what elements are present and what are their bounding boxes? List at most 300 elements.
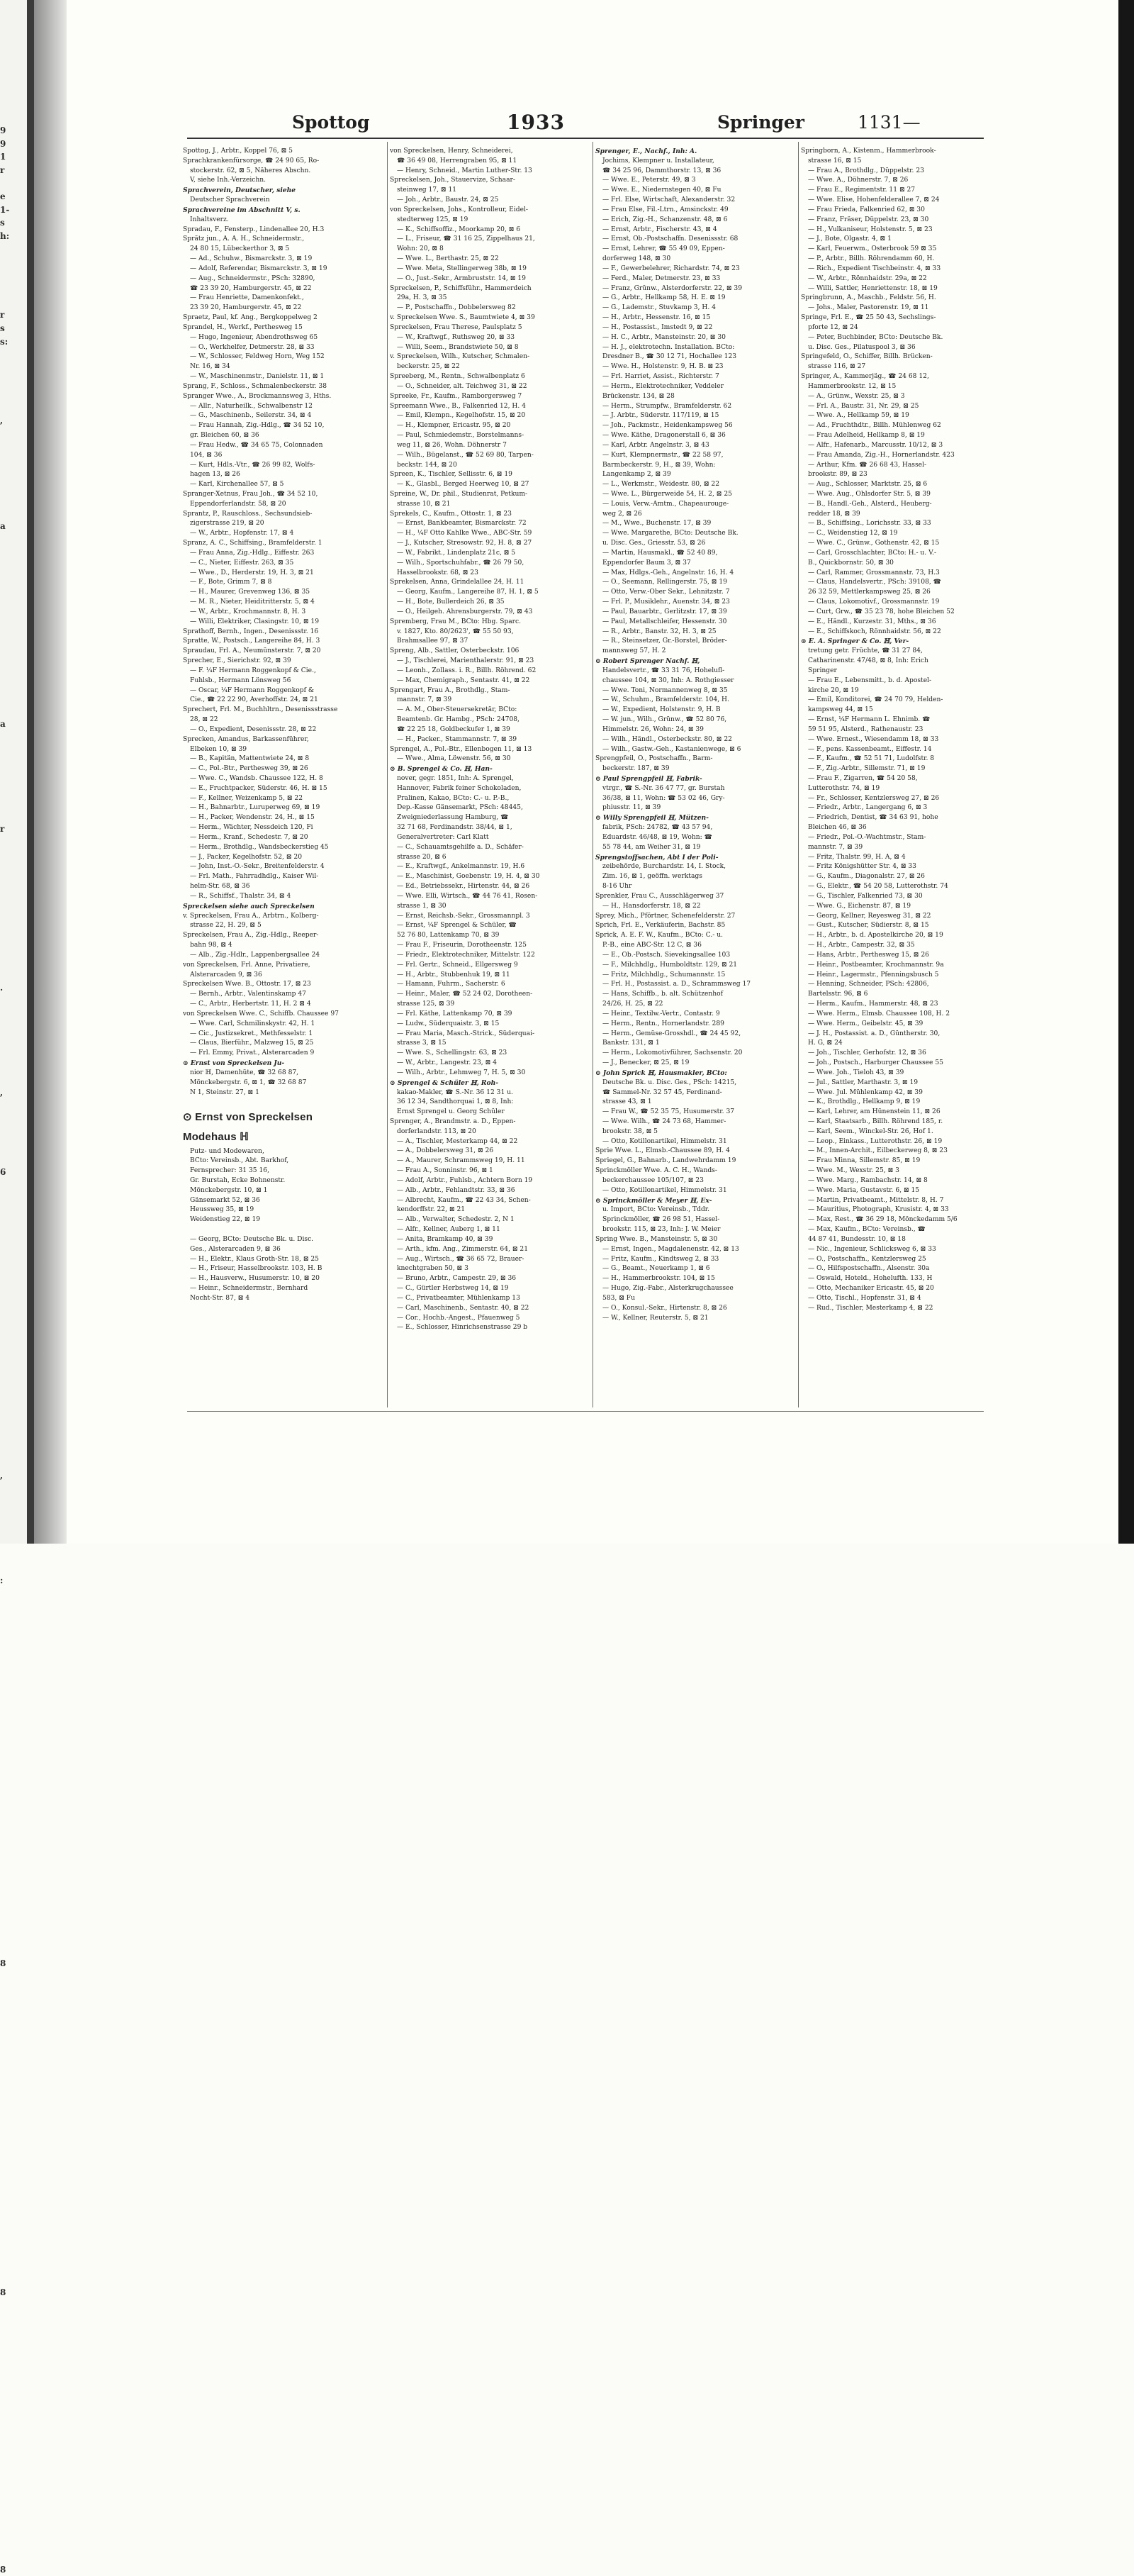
- directory-entry: — F., Gewerbelehrer, Richardstr. 74, ⊠ 23: [602, 264, 740, 272]
- directory-entry: — Cor., Hochb.-Angest., Pfauenweg 5: [397, 1314, 520, 1322]
- margin-fragment: [0, 954, 27, 968]
- directory-entry: Springefeld, O., Schiffer, Billh. Brücken-: [801, 353, 933, 361]
- margin-fragment: [0, 1020, 27, 1034]
- directory-entry: — Wilh., Bügelanst., ☎ 52 69 80, Tarpen-: [397, 451, 534, 459]
- directory-entry: — Gust., Kutscher, Südierstr. 8, ⊠ 15: [808, 922, 929, 930]
- margin-fragment: [0, 2260, 27, 2273]
- margin-fragment: [0, 1139, 27, 1153]
- margin-fragment: [0, 1364, 27, 1377]
- header-year: 1933: [507, 111, 565, 134]
- directory-entry: Cie., ☎ 22 22 90, Averhoffstr. 24, ⊠ 21: [190, 696, 318, 704]
- directory-entry: 59 51 95, Alsterd., Rathenaustr. 23: [808, 725, 924, 733]
- directory-entry: — Wwe. C., Grünw., Gothenstr. 42, ⊠ 15: [808, 540, 940, 547]
- directory-entry: — H., Postassist., Imstedt 9, ⊠ 22: [602, 323, 713, 331]
- footer-rule: [187, 1411, 984, 1412]
- directory-entry: — R., Arbtr., Banstr. 32, H. 3, ⊠ 25: [602, 628, 717, 635]
- directory-entry: — Wwe., D., Herderstr. 19, H. 3, ⊠ 21: [190, 569, 314, 576]
- directory-entry: — Rud., Tischler, Mesterkamp 4, ⊠ 22: [808, 1304, 933, 1312]
- directory-entry: Fuhlsb., Hermann Lönsweg 56: [190, 676, 291, 684]
- margin-fragment: [0, 428, 27, 441]
- directory-entry: Sprenkler, Frau C., Ausschlägerweg 37: [595, 892, 724, 900]
- directory-entry: Sprachvereine im Abschnitt V, s.: [183, 206, 301, 214]
- directory-entry: — Wwe. Käthe, Dragonerstall 6, ⊠ 36: [602, 432, 726, 440]
- margin-fragment: [0, 2023, 27, 2036]
- directory-entry: — Paul, Metallschleifer, Hessenstr. 30: [602, 618, 727, 625]
- margin-fragment: r: [0, 310, 5, 320]
- directory-entry: — O., Konsul.-Sekr., Hirtenstr. 8, ⊠ 26: [602, 1304, 727, 1312]
- directory-entry: — H. J., elektrotechn. Installation. BCto:: [602, 343, 735, 351]
- directory-entry: ⊙ B. Sprengel & Co. ℍ, Han-: [390, 765, 493, 774]
- directory-entry: steinweg 17, ⊠ 11: [397, 186, 457, 194]
- margin-fragment: [0, 1561, 27, 1575]
- directory-entry: — Alb., Arbtr., Fehlandtstr. 33, ⊠ 36: [397, 1186, 515, 1194]
- margin-fragment: [0, 2168, 27, 2181]
- directory-entry: ☎ 34 25 96, Dammthorstr. 13, ⊠ 36: [602, 167, 722, 174]
- directory-entry: H. G, ⊠ 24: [808, 1039, 843, 1047]
- directory-entry: — Fritz Königshütter Str. 4, ⊠ 33: [808, 863, 916, 871]
- directory-entry: Bankstr. 131, ⊠ 1: [602, 1039, 660, 1047]
- entries-column-1: [183, 147, 386, 1407]
- margin-fragment: [0, 836, 27, 849]
- directory-entry: — Frau Hannah, Zig.-Hdlg., ☎ 34 52 10,: [190, 422, 325, 430]
- directory-entry: von Spreckelsen, Henry, Schneiderei,: [390, 147, 513, 155]
- margin-fragment: [0, 1495, 27, 1509]
- directory-entry: Hasselbrookstr. 68, ⊠ 23: [397, 569, 478, 576]
- margin-fragment: [0, 1100, 27, 1113]
- directory-entry: — Frau Maria, Masch.-Strick., Süderquai-: [397, 1030, 535, 1037]
- margin-fragment: [0, 1917, 27, 1931]
- directory-entry: Springborn, A., Kistenm., Hammerbrook-: [801, 147, 936, 155]
- margin-fragment: [0, 2458, 27, 2471]
- directory-entry: strasse 43, ⊠ 1: [602, 1098, 652, 1106]
- directory-entry: Brückenstr. 134, ⊠ 28: [602, 392, 675, 400]
- directory-entry: Spreckelsen, Frau Therese, Paulsplatz 5: [390, 323, 522, 331]
- directory-entry: Sprengel, A., Pol.-Btr., Ellenbogen 11, ⊠ 13: [390, 745, 532, 753]
- directory-entry: — Ernst, Lehrer, ☎ 55 49 09, Eppen-: [602, 245, 725, 253]
- margin-fragment: [0, 2273, 27, 2287]
- directory-entry: — Wwe. A., Döhnerstr. 7, ⊠ 26: [808, 177, 909, 184]
- column-divider: [387, 142, 388, 1407]
- margin-fragment: [0, 494, 27, 507]
- directory-entry: 36/38, ⊠ 11, Wohn: ☎ 53 02 46, Gry-: [602, 794, 725, 802]
- margin-fragment: [0, 1416, 27, 1429]
- directory-entry: — Wwe. L., Bürgerweide 54, H. 2, ⊠ 25: [602, 490, 732, 498]
- margin-fragment: [0, 1337, 27, 1351]
- directory-entry: v. Spreckelsen Wwe. S., Baumtwiete 4, ⊠ 39: [390, 314, 535, 322]
- directory-entry: Spreeke, Fr., Kaufm., Ramborgersweg 7: [390, 392, 522, 400]
- directory-entry: — J. Arbtr., Süderstr. 117/119, ⊠ 15: [602, 412, 719, 420]
- directory-entry: — E., Schiffskoch, Rönnhaidstr. 56, ⊠ 22: [808, 628, 941, 635]
- directory-entry: — H., Hansdorferstr. 18, ⊠ 22: [602, 902, 701, 910]
- directory-entry: — Wwe. A., Hellkamp 59, ⊠ 19: [808, 412, 909, 420]
- directory-entry: Sprekelsen, Anna, Grindelallee 24, H. 11: [390, 579, 524, 586]
- directory-entry: Spradau, F., Fensterp., Lindenallee 20, H.3: [183, 225, 325, 233]
- margin-fragment: [0, 664, 27, 678]
- directory-entry: — Herm., Wächter, Nessdeich 120, Fi: [190, 824, 313, 832]
- page-number: 1131—: [858, 112, 921, 133]
- directory-entry: brookstr. 38, ⊠ 5: [602, 1127, 658, 1135]
- margin-fragment: .: [0, 982, 4, 993]
- directory-entry: — Ferd., Maler, Detmerstr. 23, ⊠ 33: [602, 274, 721, 282]
- directory-entry: dorferlandstr. 113, ⊠ 20: [397, 1127, 476, 1135]
- directory-entry: — Max, Hdlgs.-Geh., Angelnstr. 16, H. 4: [602, 569, 734, 576]
- directory-entry: — Wwe. Toni, Normannenweg 8, ⊠ 35: [602, 686, 728, 694]
- margin-fragment: h:: [0, 230, 10, 241]
- margin-fragment: [0, 704, 27, 718]
- margin-fragment: [0, 2339, 27, 2353]
- directory-entry: — H., Arbtr., b. d. Apostelkirche 20, ⊠ 19: [808, 932, 943, 939]
- directory-entry: — Wwe. Ernest., Wiesendamm 18, ⊠ 33: [808, 735, 939, 743]
- directory-entry: Spreemann Wwe., B., Falkenried 12, H. 4: [390, 402, 526, 410]
- directory-entry: — Herm., Brothdlg., Wandsbeckerstieg 45: [190, 843, 329, 851]
- margin-fragment: [0, 1970, 27, 1983]
- directory-entry: Brahmsallee 97, ⊠ 37: [397, 637, 468, 645]
- directory-entry: — O., Schneider, alt. Teichweg 31, ⊠ 22: [397, 382, 527, 390]
- directory-entry: — Aug., Wirtsch., ☎ 36 65 72, Brauer-: [397, 1255, 524, 1263]
- directory-entry: Putz- und Modewaren,: [190, 1147, 264, 1155]
- directory-entry: — C., Weidenstieg 12, ⊠ 19: [808, 530, 898, 537]
- directory-entry: Mönckebergstr. 6, ⊠ 1, ☎ 32 68 87: [190, 1078, 307, 1086]
- directory-entry: — W., Expedient, Holstenstr. 9, H. B: [602, 706, 721, 714]
- margin-fragment: 8: [0, 1958, 6, 1968]
- directory-entry: Sprenger, E., Nachf., Inh: A.: [595, 147, 697, 155]
- margin-fragment: [0, 2299, 27, 2313]
- directory-entry: Sprätz jun., A. A. H., Schneidermstr.,: [183, 235, 305, 243]
- directory-entry: Gänsemarkt 52, ⊠ 36: [190, 1196, 260, 1204]
- directory-entry: — Friedr., Arbtr., Langergang 6, ⊠ 3: [808, 804, 928, 812]
- directory-entry: — C., Nieter, Eiffestr. 263, ⊠ 35: [190, 559, 294, 567]
- directory-entry: — Wwe. Elli, Wirtsch., ☎ 44 76 41, Rosen-: [397, 892, 538, 900]
- directory-entry: Eduardstr. 46/48, ⊠ 19, Wohn: ☎: [602, 833, 712, 841]
- directory-entry: — E., Ob.-Postsch. Sievekingsallee 103: [602, 951, 731, 959]
- directory-entry: — C., Gürtler Herbstweg 14, ⊠ 19: [397, 1285, 509, 1293]
- margin-fragment: [0, 269, 27, 283]
- directory-entry: Sprengpfeil, O., Postschaffn., Barm-: [595, 755, 713, 763]
- margin-fragment: [0, 2234, 27, 2247]
- directory-entry: — Frau Frieda, Falkenried 62, ⊠ 30: [808, 206, 925, 213]
- directory-entry: — Frau W., ☎ 52 35 75, Husumerstr. 37: [602, 1108, 735, 1116]
- directory-entry: ⊙ Paul Sprengpfeil ℍ, Fabrik-: [595, 775, 702, 783]
- margin-fragment: [0, 2445, 27, 2458]
- margin-fragment: s: [0, 323, 5, 333]
- margin-fragment: [0, 968, 27, 981]
- directory-entry: P.-B., eine ABC-Str. 12 C, ⊠ 36: [602, 942, 702, 949]
- directory-entry: — Curt, Grw., ☎ 35 23 78, hohe Bleichen 52: [808, 608, 955, 615]
- directory-entry: von Spreckelsen, Johs., Kontrolleur, Eidel-: [390, 206, 528, 213]
- margin-fragment: [0, 1482, 27, 1495]
- directory-entry: — Arthur, Kfm. ☎ 26 68 43, Hassel-: [808, 461, 927, 469]
- margin-fragment: [0, 388, 27, 401]
- directory-entry: — Ernst, Arbtr., Fischerstr. 43, ⊠ 4: [602, 225, 717, 233]
- directory-entry: — H., Bahnarbtr., Luruperweg 69, ⊠ 19: [190, 804, 320, 812]
- directory-entry: Hannover, Fabrik feiner Schokoladen,: [397, 784, 522, 792]
- directory-entry: weg 2, ⊠ 26: [602, 510, 642, 518]
- directory-entry: Himmelstr. 26, Wohn: 24, ⊠ 39: [602, 725, 704, 733]
- directory-entry: — H., ¼F Otto Kahlke Wwe., ABC-Str. 59: [397, 530, 532, 537]
- directory-entry: Spottog, J., Arbtr., Koppel 76, ⊠ 5: [183, 147, 293, 155]
- directory-entry: — Heinr., Postbeamter, Krochmannstr. 9a: [808, 961, 944, 969]
- directory-entry: — Wwe. G., Eichenstr. 87, ⊠ 19: [808, 902, 911, 910]
- directory-entry: — J., Kutscher, Stresowstr. 92, H. 8, ⊠ 27: [397, 540, 532, 547]
- margin-fragment: [0, 652, 27, 665]
- directory-entry: — Ernst, Ob.-Postschaffn. Desenissstr. 68: [602, 235, 739, 243]
- directory-entry: — O., Seemann, Rellingerstr. 75, ⊠ 19: [602, 579, 727, 586]
- directory-entry: — R., Steinsetzer, Gr.-Borstel, Bröder-: [602, 637, 727, 645]
- directory-entry: — J. H., Postassist. a. D., Güntherstr. 30,: [808, 1030, 941, 1037]
- margin-fragment: :: [0, 1576, 4, 1586]
- margin-fragment: [0, 1350, 27, 1364]
- margin-fragment: [0, 2418, 27, 2431]
- directory-entry: — Erich, Zig.-H., Schanzenstr. 48, ⊠ 6: [602, 216, 728, 223]
- directory-entry: — W., Schuhm., Bramfelderstr. 104, H.: [602, 696, 729, 704]
- directory-entry: — Leop., Einkass., Lutterothstr. 26, ⊠ 19: [808, 1137, 943, 1145]
- directory-entry: — A., Maurer, Schrammsweg 19, H. 11: [397, 1157, 525, 1165]
- directory-entry: — Fritz, Thalstr. 99, H. A, ⊠ 4: [808, 853, 906, 861]
- margin-fragment: [0, 506, 27, 520]
- margin-fragment: [0, 2484, 27, 2497]
- margin-fragment: [0, 810, 27, 823]
- margin-fragment: [0, 598, 27, 612]
- margin-fragment: [0, 559, 27, 573]
- directory-entry: — O., Postschaffn., Kentzlersweg 25: [808, 1255, 926, 1263]
- margin-fragment: 1-: [0, 204, 10, 215]
- margin-fragment: [0, 1508, 27, 1522]
- directory-entry: strasse 125, ⊠ 39: [397, 1000, 455, 1008]
- directory-entry: Weidenstieg 22, ⊠ 19: [190, 1216, 261, 1224]
- directory-entry: Ges., Alsterarcaden 9, ⊠ 36: [190, 1245, 281, 1253]
- directory-entry: — Frl. A., Baustr. 31, Nr. 29, ⊠ 25: [808, 402, 919, 410]
- directory-entry: 24/26, H. 25, ⊠ 22: [602, 1000, 663, 1008]
- directory-entry: — C., Arbtr., Herbertstr. 11, H. 2 ⊠ 4: [190, 1000, 311, 1008]
- margin-fragment: [0, 2154, 27, 2168]
- directory-entry: 26 32 59, Mettlerkampsweg 25, ⊠ 26: [808, 589, 931, 596]
- directory-entry: — Wwe. Meta, Stellingerweg 38b, ⊠ 19: [397, 264, 527, 272]
- directory-entry: beckerstr. 187, ⊠ 39: [602, 765, 670, 773]
- directory-entry: strasse 3, ⊠ 15: [397, 1039, 447, 1047]
- directory-entry: Sprandel, H., Werkf., Perthesweg 15: [183, 323, 303, 331]
- directory-entry: B., Quickbornstr. 50, ⊠ 30: [808, 559, 894, 567]
- directory-entry: kendorffstr. 22, ⊠ 21: [397, 1206, 466, 1214]
- margin-fragment: a: [0, 520, 6, 531]
- directory-entry: — Emil, Klempn., Kegelhofstr. 15, ⊠ 20: [397, 412, 526, 420]
- directory-entry: — Wwe. Joh., Tieloh 43, ⊠ 39: [808, 1069, 904, 1076]
- margin-fragment: [0, 1258, 27, 1271]
- margin-fragment: [0, 586, 27, 599]
- directory-entry: 55 78 44, am Weiher 31, ⊠ 19: [602, 843, 701, 851]
- directory-entry: Springer, A., Kammerjäg., ☎ 24 68 12,: [801, 373, 929, 381]
- margin-fragment: [0, 1746, 27, 1759]
- margin-fragment: [0, 2537, 27, 2550]
- directory-entry: — Joh., Postsch., Harburger Chaussee 55: [808, 1059, 943, 1067]
- directory-entry: — Karl, Kirchenallee 57, ⊠ 5: [190, 481, 284, 489]
- directory-entry: brookstr. 115, ⊠ 23, Inh: J. W. Meier: [602, 1226, 721, 1234]
- directory-entry: — J., Tischlerei, Marienthalerstr. 91, ⊠ 23: [397, 657, 534, 665]
- directory-entry: Spreckelsen Wwe. B., Ottostr. 17, ⊠ 23: [183, 981, 311, 988]
- directory-entry: Sprinckmöller Wwe. A. C. H., Wands-: [595, 1167, 717, 1175]
- directory-entry: — Ernst, Bankbeamter, Bismarckstr. 72: [397, 520, 527, 528]
- directory-entry: ☎ 23 39 20, Hamburgerstr. 45, ⊠ 22: [190, 284, 312, 292]
- margin-fragment: [0, 942, 27, 955]
- directory-entry: — Friedr., Elektrotechniker, Mittelstr. 122: [397, 951, 535, 959]
- directory-entry: — J., Bote, Olgastr. 4, ⊠ 1: [808, 235, 892, 243]
- directory-entry: — Alb., Verwalter, Schedestr. 2, N 1: [397, 1216, 515, 1224]
- margin-fragment: [0, 1732, 27, 1746]
- directory-entry: — Bruno, Arbtr., Campestr. 29, ⊠ 36: [397, 1275, 517, 1283]
- margin-fragment: [0, 2524, 27, 2537]
- margin-fragment: [0, 1218, 27, 1232]
- directory-entry: — Wilh., Händl., Osterbeckstr. 80, ⊠ 22: [602, 735, 732, 743]
- directory-entry: gr. Bleichen 60, ⊠ 36: [190, 432, 259, 440]
- margin-fragment: [0, 2075, 27, 2089]
- margin-fragment: [0, 691, 27, 705]
- directory-entry: ⊙ Ernst von Spreckelsen: [183, 1111, 313, 1124]
- directory-entry: Sprachverein, Deutscher, siehe: [183, 186, 296, 195]
- directory-entry: — Herm., Strumpfw., Bramfelderstr. 62: [602, 402, 732, 410]
- margin-fragment: [0, 1456, 27, 1469]
- margin-fragment: [0, 480, 27, 494]
- directory-entry: mannsweg 57, H. 2: [602, 647, 666, 655]
- directory-entry: — W., Kraftwgf., Ruthsweg 20, ⊠ 33: [397, 333, 515, 341]
- directory-entry: — Ad., Schuhw., Bismarckstr. 3, ⊠ 19: [190, 255, 313, 263]
- directory-entry: Spranger-Xetnus, Frau Joh., ☎ 34 52 10,: [183, 490, 318, 498]
- margin-fragment: [0, 928, 27, 942]
- directory-entry: — O., Heilgeh. Ahrensburgerstr. 79, ⊠ 43: [397, 608, 533, 615]
- directory-entry: — Bernh., Arbtr., Valentinskamp 47: [190, 991, 306, 998]
- directory-entry: kirche 20, ⊠ 19: [808, 686, 859, 694]
- directory-entry: — B., Schiffsing., Lorichsstr. 33, ⊠ 33: [808, 520, 931, 528]
- directory-entry: — Wwe. Carl, Schmilinskystr. 42, H. 1: [190, 1020, 315, 1027]
- directory-entry: strasse 22, H. 29, ⊠ 5: [190, 922, 262, 930]
- margin-fragment: [0, 1310, 27, 1324]
- directory-entry: 583, ⊠ Fu: [602, 1294, 635, 1302]
- directory-entry: dorferweg 148, ⊠ 30: [602, 255, 671, 263]
- directory-entry: — Aug., Schneidermstr., PSch: 32890,: [190, 274, 315, 282]
- margin-fragment: ,: [0, 1470, 4, 1481]
- margin-fragment: [0, 2049, 27, 2063]
- directory-entry: — Frl. Gertr., Schneid., Ellgersweg 9: [397, 961, 518, 969]
- directory-entry: — M., Wwe., Buchenstr. 17, ⊠ 39: [602, 520, 712, 528]
- margin-fragment: [0, 1376, 27, 1390]
- margin-fragment: [0, 1983, 27, 1997]
- directory-entry: — Ludw., Süderquaistr. 3, ⊠ 15: [397, 1020, 500, 1027]
- margin-fragment: [0, 454, 27, 467]
- directory-entry: u. Import, BCto: Vereinsb., Tddr.: [602, 1206, 710, 1214]
- margin-fragment: [0, 296, 27, 309]
- directory-entry: bahn 98, ⊠ 4: [190, 942, 232, 949]
- margin-fragment: [0, 1244, 27, 1258]
- directory-entry: — Frl. Harriet, Assist., Richterstr. 7: [602, 373, 719, 381]
- directory-entry: chaussee 104, ⊠ 30, Inh: A. Rothgiesser: [602, 676, 734, 684]
- directory-entry: — Otto, Kotillonartikel, Himmelstr. 31: [602, 1137, 727, 1145]
- directory-entry: — Albrecht, Kaufm., ☎ 22 43 34, Schen-: [397, 1196, 531, 1204]
- margin-fragment: [0, 1864, 27, 1878]
- directory-entry: weg 11, ⊠ 26, Wohn. Döhnerstr 7: [397, 441, 507, 449]
- directory-entry: — F., Kellner, Weizenkamp 5, ⊠ 22: [190, 794, 303, 802]
- margin-fragment: [0, 994, 27, 1008]
- margin-fragment: 9: [0, 138, 6, 149]
- margin-fragment: [0, 612, 27, 625]
- directory-entry: — Frl. Emmy, Privat., Alsterarcaden 9: [190, 1049, 315, 1057]
- directory-entry: — G., Kaufm., Diagonalstr. 27, ⊠ 26: [808, 873, 925, 881]
- directory-entry: — Adolf, Referendar, Bismarckstr. 3, ⊠ 19: [190, 264, 327, 272]
- directory-entry: — A., Grünw., Wexstr. 25, ⊠ 3: [808, 392, 905, 400]
- directory-entry: — P., Postschaffn., Dobbelersweg 82: [397, 304, 516, 312]
- directory-entry: — K., Schiffsoffiz., Moorkamp 20, ⊠ 6: [397, 225, 521, 233]
- directory-entry: v. Spreckelsen, Wilh., Kutscher, Schmalen-: [390, 353, 530, 361]
- margin-fragment: [0, 784, 27, 797]
- directory-entry: [183, 1098, 386, 1108]
- directory-entry: — Otto, Mechaniker Ericastr. 45, ⊠ 20: [808, 1285, 934, 1293]
- directory-entry: tretung getr. Früchte, ☎ 31 27 84,: [808, 647, 923, 655]
- directory-entry: Beamtenb. Gr. Hambg., PSch: 24708,: [397, 716, 520, 724]
- directory-entry: Modehaus ℍ: [183, 1130, 249, 1143]
- directory-entry: — H., Arbtr., Campestr. 32, ⊠ 35: [808, 942, 915, 949]
- margin-fragment: [0, 177, 27, 190]
- margin-fragment: [0, 902, 27, 915]
- margin-fragment: [0, 744, 27, 757]
- directory-entry: 24 80 15, Lübeckerthor 3, ⊠ 5: [190, 245, 290, 253]
- directory-entry: — E., Kraftwgf., Ankelmannstr. 19, H.6: [397, 863, 525, 871]
- margin-fragment: [0, 1192, 27, 1205]
- directory-entry: — Fritz, Milchhdlg., Schumannstr. 15: [602, 971, 726, 978]
- margin-fragment: [0, 770, 27, 784]
- directory-entry: — Ad., Fruchthdtr., Billh. Mühlenweg 62: [808, 422, 941, 430]
- directory-entry: — Karl, Staatsarb., Billh. Röhrend 185, r.: [808, 1117, 943, 1125]
- directory-entry: — Henry, Schneid., Martin Luther-Str. 13: [397, 167, 532, 174]
- directory-entry: — Wwe. H., Holstenstr. 9, H. B. ⊠ 23: [602, 363, 724, 371]
- directory-entry: Sprekels, C., Kaufm., Ottostr. 1, ⊠ 23: [390, 510, 512, 518]
- directory-entry: — Max, Chemigraph., Sentastr. 41, ⊠ 22: [397, 676, 530, 684]
- directory-entry: — M., Innen-Archit., Eilbeckerweg 8, ⊠ 23: [808, 1147, 948, 1155]
- directory-entry: stedterweg 125, ⊠ 19: [397, 216, 468, 223]
- directory-entry: — C., Pol.-Btr., Perthesweg 39, ⊠ 26: [190, 765, 308, 773]
- margin-fragment: [0, 1113, 27, 1127]
- directory-entry: — F., Milchhdlg., Humboldtstr. 129, ⊠ 21: [602, 961, 738, 969]
- directory-entry: Dresdner B., ☎ 30 12 71, Hochallee 123: [602, 353, 737, 361]
- directory-entry: — F., pens. Kassenbeamt., Eiffestr. 14: [808, 745, 932, 753]
- directory-entry: — Alb., Zig.-Hdlr., Lappenbergsallee 24: [190, 951, 320, 959]
- header-rule: [187, 138, 984, 139]
- directory-entry: — Wwe. Margarethe, BCto: Deutsche Bk.: [602, 530, 739, 537]
- margin-fragment: [0, 2194, 27, 2207]
- directory-entry: 32 71 68, Ferdinandstr. 38/44, ⊠ 1,: [397, 824, 512, 832]
- directory-entry: — Wwe. Jul. Mühlenkamp 42, ⊠ 39: [808, 1088, 923, 1096]
- directory-entry: Deutsche Bk. u. Disc. Ges., PSch: 14215,: [602, 1078, 737, 1086]
- margin-fragment: [0, 1812, 27, 1825]
- directory-entry: Spraetz, Paul, kf. Ang., Bergkoppelweg 2: [183, 314, 318, 322]
- margin-fragment: [0, 1008, 27, 1021]
- margin-fragment: [0, 2510, 27, 2524]
- directory-entry: — F., Bote, Grimm 7, ⊠ 8: [190, 579, 272, 586]
- directory-entry: Sprenger, A., Brandmstr. a. D., Eppen-: [390, 1117, 516, 1125]
- directory-entry: — O., Werkhelfer, Detmerstr. 28, ⊠ 33: [190, 343, 315, 351]
- directory-entry: — Karl, Seem., Winckel-Str. 26, Hof 1.: [808, 1127, 933, 1135]
- directory-entry: — Frau A., Sonninstr. 96, ⊠ 1: [397, 1167, 493, 1175]
- directory-entry: — Jul., Sattler, Marthastr. 3, ⊠ 19: [808, 1078, 919, 1086]
- directory-entry: — H., Klempner, Ericastr. 95, ⊠ 20: [397, 422, 511, 430]
- directory-entry: Sprang, F., Schloss., Schmalenbeckerstr. 38: [183, 382, 327, 390]
- directory-entry: — G., Lademstr., Stuvkamp 3, H. 4: [602, 304, 716, 312]
- directory-entry: — Wwe., Alma, Löwenstr. 56, ⊠ 30: [397, 755, 511, 763]
- directory-entry: — Ernst, Ingen., Magdalenenstr. 42, ⊠ 13: [602, 1245, 739, 1253]
- directory-entry: — H., Packer., Stammannstr. 7, ⊠ 39: [397, 735, 517, 743]
- directory-entry: ⊙ Ernst von Spreckelsen Ju-: [183, 1059, 285, 1068]
- directory-entry: — Wwe. Maria, Gustavstr. 6, ⊠ 15: [808, 1186, 920, 1194]
- directory-entry: helm-Str. 68, ⊠ 36: [190, 883, 250, 891]
- directory-entry: Barmbeckerstr. 9, H., ⊠ 39, Wohn:: [602, 461, 716, 469]
- directory-entry: — Kurt, Klempnermstr., ☎ 22 58 97,: [602, 451, 724, 459]
- directory-entry: Spreckelsen, Joh., Stauervize, Schaar-: [390, 177, 515, 184]
